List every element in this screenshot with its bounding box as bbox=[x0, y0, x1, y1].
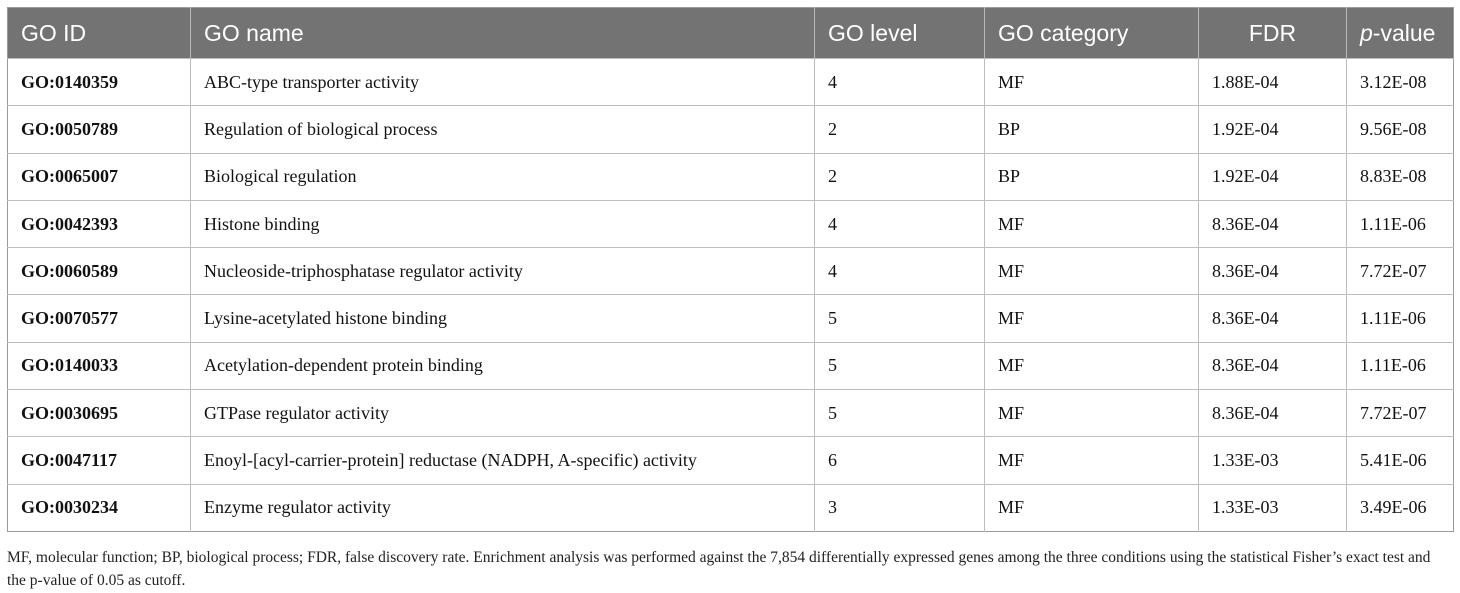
header-go-category: GO category bbox=[985, 8, 1199, 59]
header-go-name: GO name bbox=[191, 8, 815, 59]
cell-go-name: Biological regulation bbox=[191, 153, 815, 200]
cell-go-level: 6 bbox=[815, 437, 985, 484]
cell-fdr: 8.36E-04 bbox=[1199, 390, 1347, 437]
cell-go-name: Enzyme regulator activity bbox=[191, 484, 815, 531]
table-row bbox=[8, 200, 1454, 247]
table-header-row bbox=[8, 8, 1454, 59]
table-row bbox=[8, 390, 1454, 437]
cell-fdr: 1.33E-03 bbox=[1199, 437, 1347, 484]
cell-go-id: GO:0047117 bbox=[8, 437, 191, 484]
cell-go-level: 5 bbox=[815, 390, 985, 437]
cell-fdr: 1.92E-04 bbox=[1199, 106, 1347, 153]
go-enrichment-table-container bbox=[7, 7, 1453, 532]
cell-go-category: MF bbox=[985, 248, 1199, 295]
cell-p-value: 7.72E-07 bbox=[1347, 248, 1454, 295]
table-footnote: MF, molecular function; BP, biological process; FDR, false discovery rate. Enrichment analysis was performed against the 7,854 differentially expressed genes among the three conditions using the statistical Fisher’s exact test and the p-value of 0.05 as cutoff. bbox=[7, 549, 1431, 589]
cell-go-id: GO:0030234 bbox=[8, 484, 191, 531]
cell-go-id: GO:0060589 bbox=[8, 248, 191, 295]
cell-go-id: GO:0065007 bbox=[8, 153, 191, 200]
table-row bbox=[8, 342, 1454, 389]
cell-go-category: MF bbox=[985, 437, 1199, 484]
cell-go-category: MF bbox=[985, 200, 1199, 247]
cell-go-id: GO:0042393 bbox=[8, 200, 191, 247]
header-go-level: GO level bbox=[815, 8, 985, 59]
cell-go-category: MF bbox=[985, 390, 1199, 437]
go-enrichment-table bbox=[7, 7, 1454, 532]
cell-fdr: 1.88E-04 bbox=[1199, 59, 1347, 106]
cell-go-level: 5 bbox=[815, 342, 985, 389]
cell-fdr: 8.36E-04 bbox=[1199, 248, 1347, 295]
cell-go-category: MF bbox=[985, 484, 1199, 531]
cell-fdr: 1.92E-04 bbox=[1199, 153, 1347, 200]
table-row bbox=[8, 248, 1454, 295]
cell-go-level: 4 bbox=[815, 200, 985, 247]
cell-p-value: 1.11E-06 bbox=[1347, 342, 1454, 389]
table-row bbox=[8, 106, 1454, 153]
cell-go-id: GO:0140033 bbox=[8, 342, 191, 389]
cell-go-level: 4 bbox=[815, 248, 985, 295]
header-fdr: FDR bbox=[1199, 8, 1347, 59]
cell-p-value: 7.72E-07 bbox=[1347, 390, 1454, 437]
table-row bbox=[8, 153, 1454, 200]
cell-p-value: 9.56E-08 bbox=[1347, 106, 1454, 153]
cell-go-category: MF bbox=[985, 295, 1199, 342]
cell-fdr: 1.33E-03 bbox=[1199, 484, 1347, 531]
cell-fdr: 8.36E-04 bbox=[1199, 295, 1347, 342]
cell-go-name: Regulation of biological process bbox=[191, 106, 815, 153]
cell-go-level: 3 bbox=[815, 484, 985, 531]
cell-go-category: BP bbox=[985, 106, 1199, 153]
table-row bbox=[8, 484, 1454, 531]
cell-go-level: 4 bbox=[815, 59, 985, 106]
cell-go-category: MF bbox=[985, 342, 1199, 389]
table-row bbox=[8, 59, 1454, 106]
cell-go-name: GTPase regulator activity bbox=[191, 390, 815, 437]
cell-go-id: GO:0030695 bbox=[8, 390, 191, 437]
header-p-suffix: -value bbox=[1372, 19, 1436, 46]
cell-go-level: 2 bbox=[815, 153, 985, 200]
cell-go-id: GO:0070577 bbox=[8, 295, 191, 342]
cell-go-name: Enoyl-[acyl-carrier-protein] reductase (NADPH, A-specific) activity bbox=[191, 437, 815, 484]
cell-p-value: 1.11E-06 bbox=[1347, 200, 1454, 247]
cell-p-value: 5.41E-06 bbox=[1347, 437, 1454, 484]
cell-p-value: 3.12E-08 bbox=[1347, 59, 1454, 106]
cell-p-value: 8.83E-08 bbox=[1347, 153, 1454, 200]
cell-go-name: ABC-type transporter activity bbox=[191, 59, 815, 106]
cell-go-id: GO:0140359 bbox=[8, 59, 191, 106]
cell-go-category: BP bbox=[985, 153, 1199, 200]
cell-fdr: 8.36E-04 bbox=[1199, 200, 1347, 247]
table-row bbox=[8, 437, 1454, 484]
cell-p-value: 1.11E-06 bbox=[1347, 295, 1454, 342]
header-p-value bbox=[1347, 8, 1454, 59]
header-go-id: GO ID bbox=[8, 8, 191, 59]
cell-go-level: 2 bbox=[815, 106, 985, 153]
cell-go-name: Nucleoside-triphosphatase regulator activity bbox=[191, 248, 815, 295]
cell-p-value: 3.49E-06 bbox=[1347, 484, 1454, 531]
table-row bbox=[8, 295, 1454, 342]
cell-go-name: Lysine-acetylated histone binding bbox=[191, 295, 815, 342]
cell-go-category: MF bbox=[985, 59, 1199, 106]
cell-go-level: 5 bbox=[815, 295, 985, 342]
cell-go-name: Acetylation-dependent protein binding bbox=[191, 342, 815, 389]
header-p-italic: p bbox=[1360, 19, 1373, 46]
cell-go-id: GO:0050789 bbox=[8, 106, 191, 153]
cell-fdr: 8.36E-04 bbox=[1199, 342, 1347, 389]
cell-go-name: Histone binding bbox=[191, 200, 815, 247]
